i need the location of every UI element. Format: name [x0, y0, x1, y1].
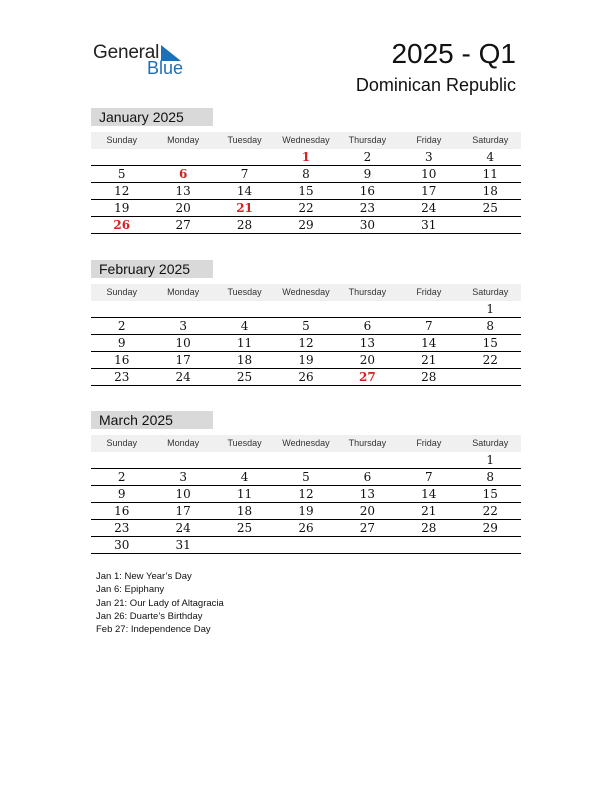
- date-cell: 29: [482, 521, 498, 535]
- date-cell: 19: [114, 201, 130, 215]
- weekday-label: Monday: [167, 438, 200, 448]
- holiday-date-cell: 27: [359, 370, 376, 384]
- date-cell: 10: [175, 487, 191, 501]
- weekday-label: Saturday: [472, 438, 509, 448]
- week-row: [91, 183, 521, 200]
- date-cell: 1: [486, 302, 495, 316]
- date-cell: [275, 301, 336, 317]
- date-cell: 25: [482, 201, 498, 215]
- weekday-label: Sunday: [106, 135, 137, 145]
- date-cell: 25: [236, 521, 253, 535]
- weekday-label: Sunday: [106, 287, 137, 297]
- weekday-label: Friday: [416, 135, 442, 145]
- date-cell: 12: [298, 487, 314, 501]
- weekday-label: Wednesday: [282, 135, 330, 145]
- weekday-header-row: [91, 284, 521, 301]
- date-cell: 18: [236, 504, 253, 518]
- date-cell: 12: [298, 336, 314, 350]
- date-cell: [91, 301, 152, 317]
- logo-blue-text: Blue: [147, 58, 184, 78]
- date-cell: 21: [421, 504, 437, 518]
- date-cell: [214, 301, 275, 317]
- date-cell: [214, 149, 275, 165]
- weekday-label: Saturday: [472, 287, 509, 297]
- weekday-label: Saturday: [472, 135, 509, 145]
- date-cell: 27: [175, 218, 191, 232]
- week-row: [91, 301, 521, 318]
- date-cell: 6: [363, 319, 372, 333]
- date-cell: 13: [175, 184, 191, 198]
- date-cell: 17: [421, 184, 437, 198]
- date-cell: 2: [117, 470, 126, 484]
- weekday-label: Wednesday: [282, 438, 330, 448]
- date-cell: 5: [117, 167, 126, 181]
- date-cell: [398, 452, 459, 468]
- date-cell: 22: [482, 504, 498, 518]
- date-cell: 15: [482, 487, 498, 501]
- date-cell: 16: [359, 184, 376, 198]
- date-cell: 28: [236, 218, 253, 232]
- holiday-date-cell: 6: [178, 167, 188, 181]
- date-cell: 26: [298, 370, 314, 384]
- date-cell: 4: [240, 470, 249, 484]
- date-cell: 10: [421, 167, 437, 181]
- date-cell: 17: [175, 504, 191, 518]
- date-cell: 3: [179, 470, 187, 484]
- weekday-label: Thursday: [348, 135, 387, 145]
- date-cell: [214, 537, 275, 553]
- week-row: [91, 503, 521, 520]
- date-cell: 19: [298, 504, 314, 518]
- date-cell: 3: [179, 319, 187, 333]
- date-cell: 7: [425, 470, 433, 484]
- date-cell: 18: [482, 184, 498, 198]
- holiday-item: Feb 27: Independence Day: [96, 624, 211, 636]
- holiday-item: Jan 1: New Year’s Day: [96, 571, 192, 582]
- date-cell: 4: [486, 150, 495, 164]
- date-cell: 1: [486, 453, 495, 467]
- date-cell: 31: [175, 538, 191, 552]
- date-cell: [337, 537, 398, 553]
- month-title: February 2025: [91, 260, 213, 278]
- date-cell: [275, 537, 336, 553]
- date-cell: 11: [236, 336, 253, 350]
- date-cell: 2: [117, 319, 126, 333]
- holiday-list: [96, 570, 224, 636]
- month-title: January 2025: [91, 108, 213, 126]
- holiday-date-cell: 21: [236, 201, 253, 215]
- weekday-label: Wednesday: [282, 287, 330, 297]
- date-cell: [337, 301, 398, 317]
- date-cell: 19: [298, 353, 314, 367]
- weekday-label: Monday: [167, 135, 200, 145]
- date-cell: [214, 452, 275, 468]
- weekday-label: Tuesday: [227, 135, 262, 145]
- date-cell: 8: [486, 319, 495, 333]
- country-name: Dominican Republic: [355, 75, 516, 95]
- week-row: [91, 486, 521, 503]
- date-cell: 4: [240, 319, 249, 333]
- date-cell: 3: [425, 150, 433, 164]
- date-cell: 8: [302, 167, 310, 181]
- week-row: [91, 452, 521, 469]
- date-cell: 10: [175, 336, 191, 350]
- date-cell: [460, 217, 521, 233]
- date-cell: [337, 452, 398, 468]
- date-cell: 24: [175, 521, 191, 535]
- weekday-label: Tuesday: [227, 438, 262, 448]
- date-cell: 9: [117, 336, 126, 350]
- date-cell: 14: [421, 487, 437, 501]
- date-cell: 21: [421, 353, 437, 367]
- date-cell: 9: [117, 487, 126, 501]
- date-cell: 31: [421, 218, 437, 232]
- date-cell: [152, 149, 213, 165]
- date-cell: 14: [236, 184, 253, 198]
- date-cell: 13: [359, 336, 376, 350]
- date-cell: 6: [363, 470, 372, 484]
- weekday-label: Tuesday: [227, 287, 262, 297]
- month-march: [91, 411, 521, 554]
- holiday-date-cell: 1: [301, 150, 311, 164]
- date-cell: 22: [482, 353, 498, 367]
- week-row: [91, 537, 521, 554]
- date-cell: 14: [421, 336, 437, 350]
- date-cell: 20: [175, 201, 191, 215]
- date-cell: 15: [482, 336, 498, 350]
- week-row: [91, 469, 521, 486]
- date-cell: [152, 452, 213, 468]
- date-cell: 23: [114, 521, 130, 535]
- date-cell: 17: [175, 353, 191, 367]
- weekday-header-row: [91, 435, 521, 452]
- date-cell: 24: [421, 201, 437, 215]
- holiday-item: Jan 6: Epiphany: [96, 584, 165, 596]
- date-cell: 11: [236, 487, 253, 501]
- date-cell: 8: [486, 470, 495, 484]
- date-cell: [152, 301, 213, 317]
- date-cell: [91, 149, 152, 165]
- weekday-label: Friday: [416, 438, 442, 448]
- date-cell: 5: [302, 319, 310, 333]
- date-cell: 23: [114, 370, 130, 384]
- week-row: [91, 369, 521, 386]
- date-cell: [275, 452, 336, 468]
- week-row: [91, 217, 521, 234]
- week-row: [91, 166, 521, 183]
- date-cell: 7: [425, 319, 433, 333]
- date-cell: 16: [114, 353, 130, 367]
- date-cell: 2: [363, 150, 372, 164]
- date-cell: 13: [359, 487, 376, 501]
- weekday-label: Sunday: [106, 438, 137, 448]
- date-cell: 27: [359, 521, 376, 535]
- date-cell: [398, 537, 459, 553]
- week-row: [91, 352, 521, 369]
- date-cell: 15: [298, 184, 314, 198]
- date-cell: 16: [114, 504, 130, 518]
- holiday-item: Jan 21: Our Lady of Altagracia: [96, 597, 224, 609]
- date-cell: 23: [359, 201, 376, 215]
- date-cell: 12: [114, 184, 130, 198]
- week-row: [91, 149, 521, 166]
- date-cell: 24: [175, 370, 191, 384]
- holiday-item: Jan 26: Duarte’s Birthday: [96, 610, 203, 622]
- week-row: [91, 200, 521, 217]
- page-title: 2025 - Q1: [391, 38, 516, 69]
- weekday-label: Monday: [167, 287, 200, 297]
- logo-general-text: General: [93, 42, 160, 63]
- week-row: [91, 520, 521, 537]
- month-title: March 2025: [91, 411, 213, 429]
- holiday-date-cell: 26: [113, 218, 131, 232]
- date-cell: 30: [359, 218, 376, 232]
- week-row: [91, 335, 521, 352]
- date-cell: [398, 301, 459, 317]
- weekday-label: Friday: [416, 287, 442, 297]
- date-cell: 5: [302, 470, 310, 484]
- date-cell: [460, 369, 521, 385]
- date-cell: 7: [240, 167, 249, 181]
- logo: [93, 42, 193, 82]
- date-cell: [91, 452, 152, 468]
- date-cell: 28: [421, 370, 437, 384]
- date-cell: 11: [482, 167, 498, 181]
- weekday-label: Thursday: [348, 438, 387, 448]
- date-cell: 20: [359, 504, 376, 518]
- date-cell: [460, 537, 521, 553]
- date-cell: 20: [359, 353, 376, 367]
- date-cell: 30: [114, 538, 130, 552]
- date-cell: 28: [421, 521, 437, 535]
- date-cell: 22: [298, 201, 314, 215]
- week-row: [91, 318, 521, 335]
- month-january: [91, 108, 521, 234]
- weekday-label: Thursday: [348, 287, 387, 297]
- date-cell: 18: [236, 353, 253, 367]
- weekday-header-row: [91, 132, 521, 149]
- date-cell: 29: [298, 218, 314, 232]
- date-cell: 9: [363, 167, 372, 181]
- date-cell: 25: [236, 370, 253, 384]
- date-cell: 26: [298, 521, 314, 535]
- month-february: [91, 260, 521, 386]
